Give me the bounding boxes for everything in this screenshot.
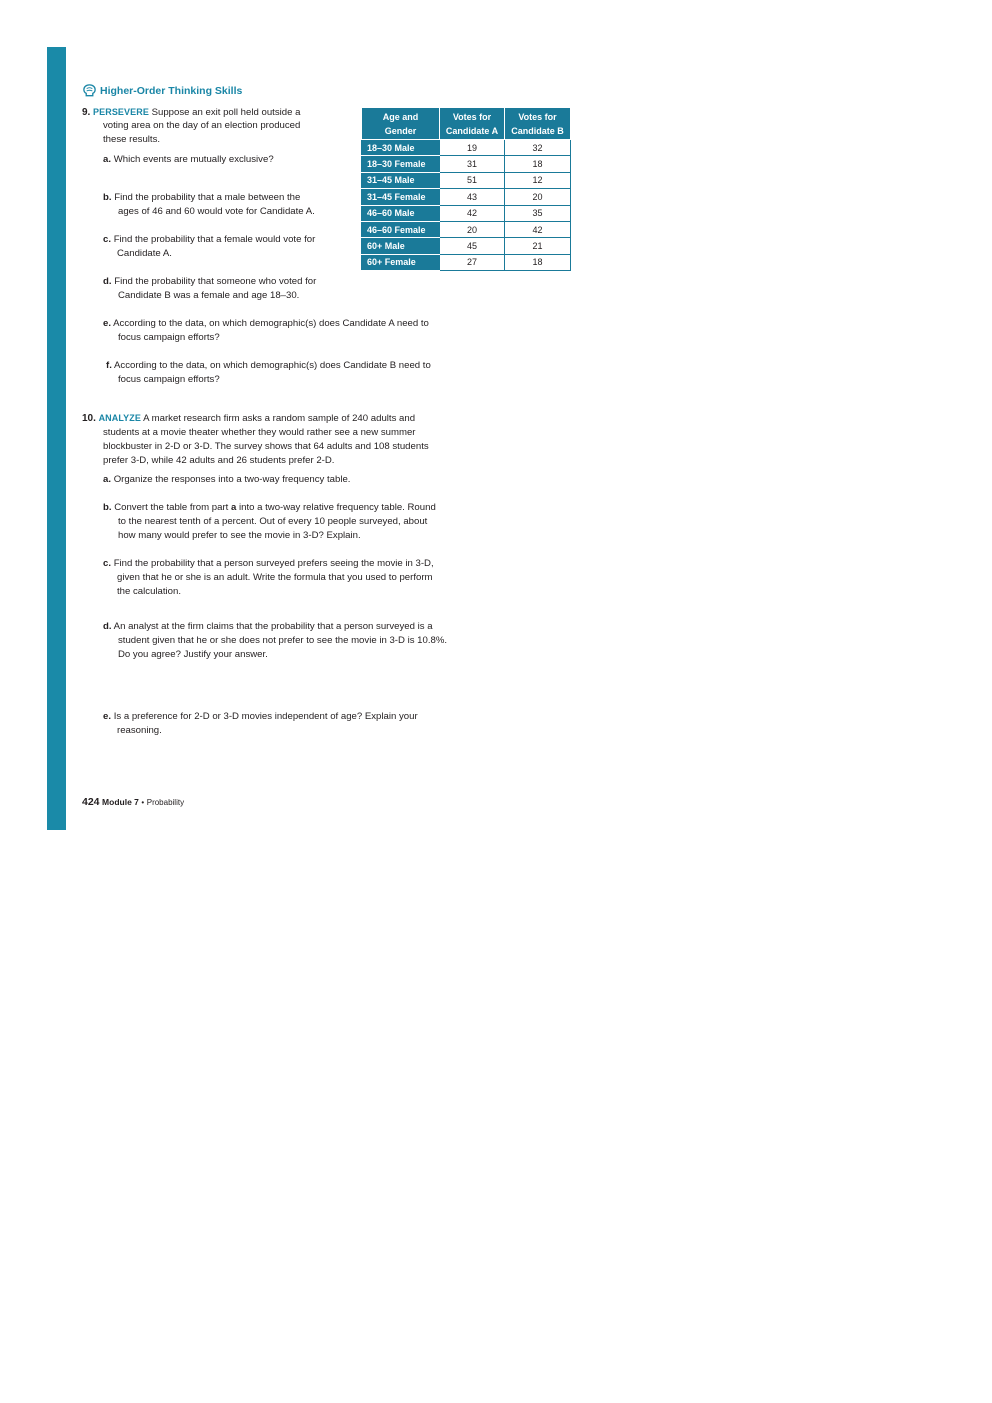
- table-row: 31–45 Female 43 20: [362, 189, 571, 205]
- q10a: a. Organize the responses into a two-way frequency table.: [103, 474, 351, 485]
- footer-separator: •: [141, 798, 145, 807]
- page-number: 424: [82, 796, 100, 808]
- table-row: 18–30 Male 19 32: [362, 140, 571, 156]
- q9-stem-line-3: these results.: [103, 134, 161, 145]
- table-row: 31–45 Male 51 12: [362, 172, 571, 188]
- left-margin-bar: [47, 47, 66, 830]
- module-label: Module 7: [102, 797, 139, 807]
- table-row: 60+ Female 27 18: [362, 254, 571, 270]
- q10-stem-line-2: students at a movie theater whether they would rather see a new summer: [103, 427, 416, 438]
- header-votes-a: Votes for Candidate A: [440, 108, 505, 140]
- q9-stem-line-1: Suppose an exit poll held outside a: [151, 107, 301, 118]
- q9-number: 9.: [82, 107, 91, 118]
- q9-stem-line-2: voting area on the day of an election produced: [103, 120, 301, 131]
- brain-icon: [82, 83, 97, 98]
- section-title: Higher-Order Thinking Skills: [100, 84, 243, 97]
- q9c: c. Find the probability that a female would vote for Candidate A.: [103, 234, 316, 259]
- q10d: d. An analyst at the firm claims that the probability that a person surveyed is a student given that he or she does not prefer to see the movie in 3-D is 10.8%. Do you agree? Justify your answer.: [103, 621, 448, 660]
- q9e: e. According to the data, on which demographic(s) does Candidate A need to focus campaign efforts?: [103, 318, 429, 343]
- table-row: 60+ Male 45 21: [362, 238, 571, 254]
- page-footer: [82, 796, 184, 808]
- q9-keyword: PERSEVERE: [93, 107, 149, 117]
- q9b: b. Find the probability that a male between the ages of 46 and 60 would vote for Candidate A.: [103, 192, 315, 217]
- table-row: 46–60 Male 42 35: [362, 205, 571, 221]
- module-topic: Probability: [146, 798, 185, 807]
- q9-stem: [82, 105, 300, 120]
- header-age-gender: Age and Gender: [362, 108, 440, 140]
- q10-stem-line-3: blockbuster in 2-D or 3-D. The survey shows that 64 adults and 108 students: [103, 441, 429, 452]
- q10-stem-line-4: prefer 3-D, while 42 adults and 26 students prefer 2-D.: [103, 455, 335, 466]
- q9f: f. According to the data, on which demographic(s) does Candidate B need to focus campaign efforts?: [106, 360, 431, 385]
- q9d: d. Find the probability that someone who voted for Candidate B was a female and age 18–30.: [103, 276, 317, 301]
- q10-stem-line-1: A market research firm asks a random sample of 240 adults and: [143, 413, 416, 424]
- q10-keyword: ANALYZE: [98, 413, 141, 423]
- exit-poll-table: [361, 107, 571, 271]
- header-votes-b: Votes for Candidate B: [505, 108, 571, 140]
- q9a: a. Which events are mutually exclusive?: [103, 154, 274, 165]
- q10e: e. Is a preference for 2-D or 3-D movies independent of age? Explain your reasoning.: [103, 711, 418, 736]
- q10c: c. Find the probability that a person surveyed prefers seeing the movie in 3-D, given that he or she is an adult. Write the formula that you used to perform the calculation.: [103, 558, 434, 597]
- q10-stem: [82, 411, 415, 426]
- q10b: b. Convert the table from part a into a two-way relative frequency table. Round to the nearest tenth of a percent. Out of every 10 people surveyed, about how many would prefer to see the movie in 3-D? Explain.: [103, 502, 436, 541]
- table-row: 46–60 Female 20 42: [362, 221, 571, 237]
- q10-number: 10.: [82, 413, 96, 424]
- table-row: 18–30 Female 31 18: [362, 156, 571, 172]
- section-header: [82, 83, 242, 98]
